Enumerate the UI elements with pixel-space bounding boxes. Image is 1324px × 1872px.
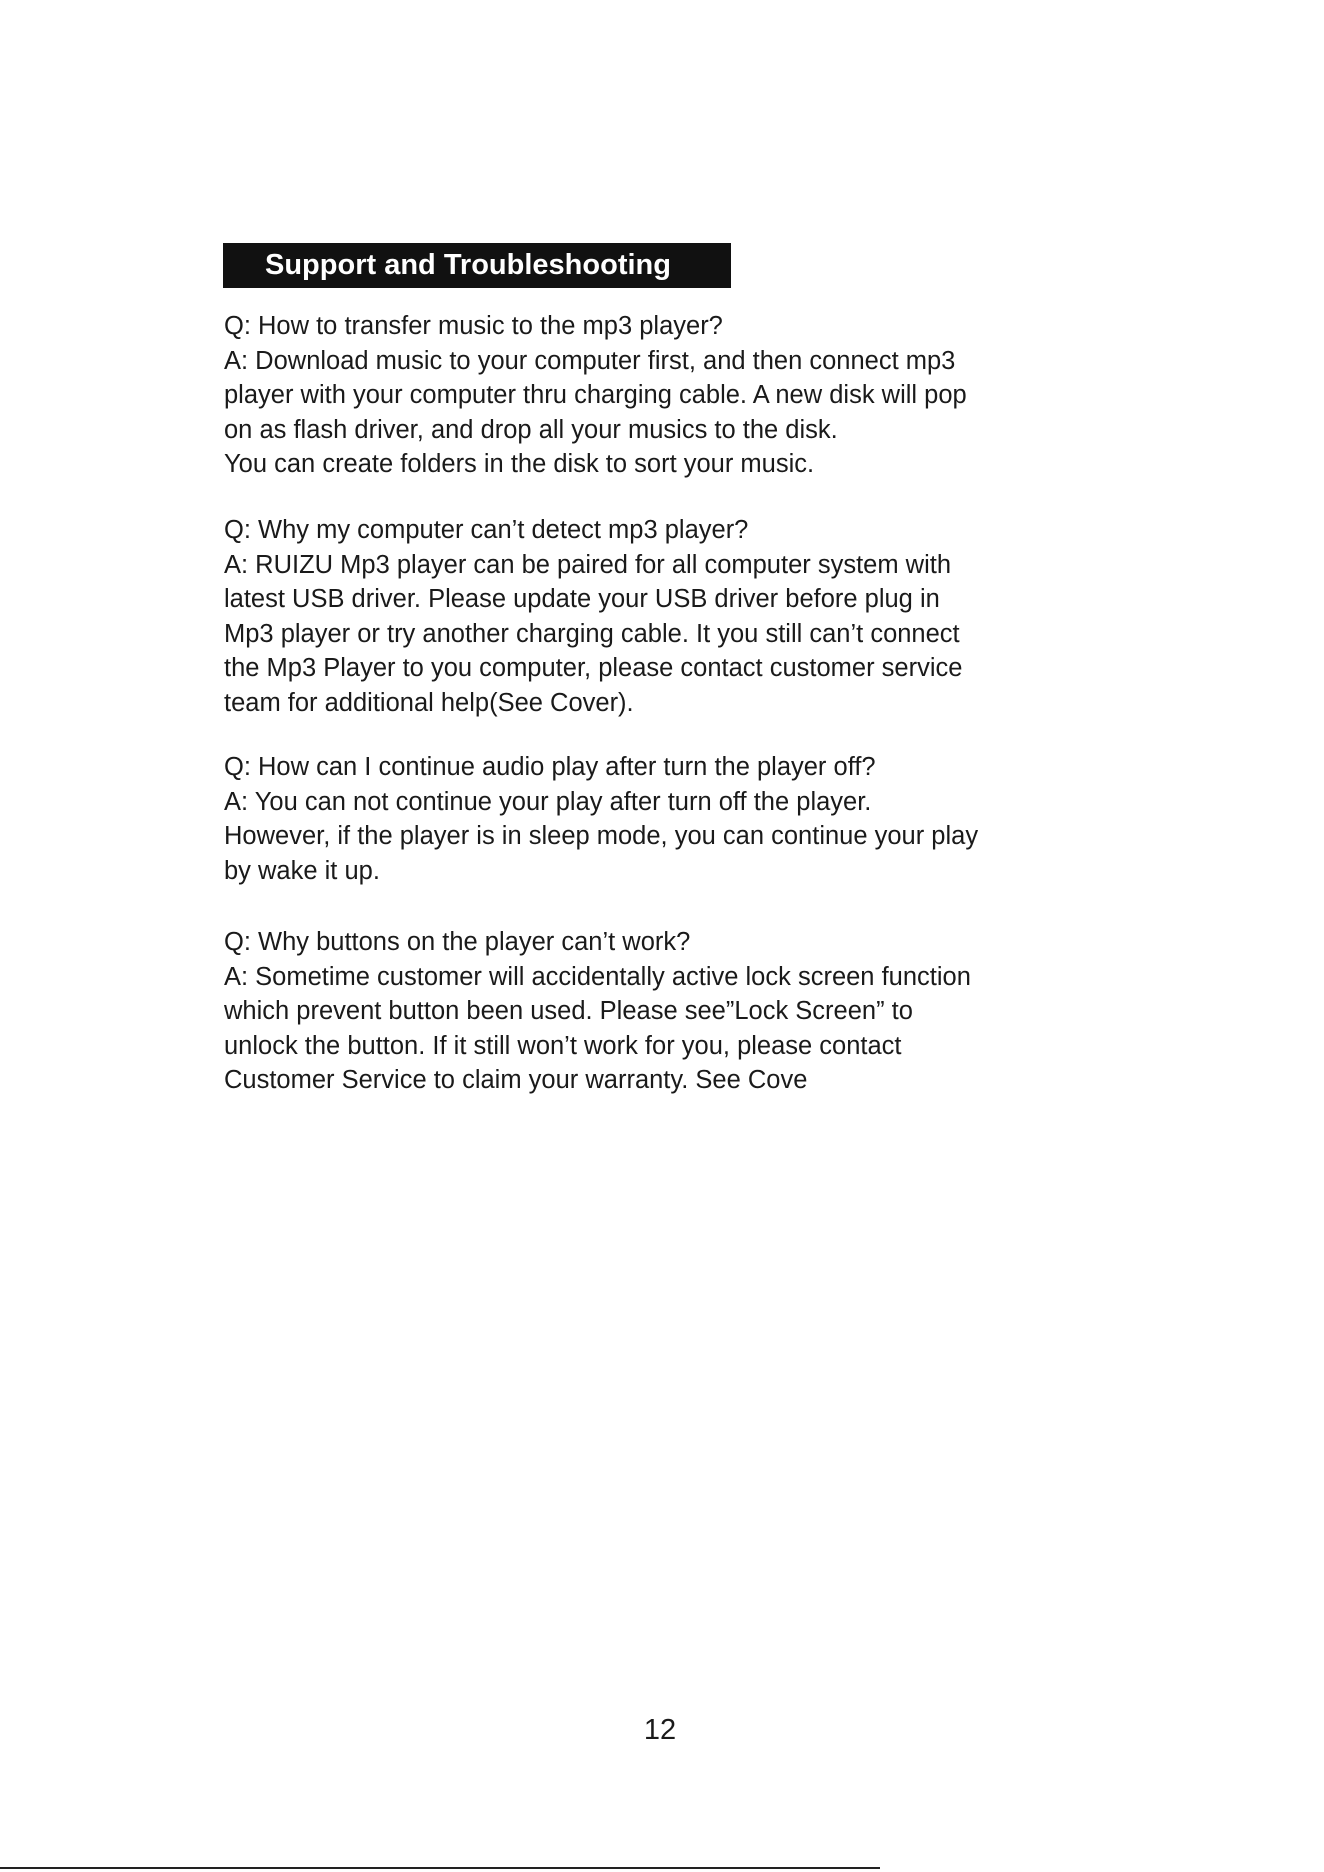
faq-question: Q: Why buttons on the player can’t work? xyxy=(224,928,691,956)
faq-answer-line: the Mp3 Player to you computer, please contact customer service xyxy=(224,654,963,682)
faq-item-computer-detect xyxy=(224,513,1124,720)
faq-answer-line: A: RUIZU Mp3 player can be paired for all computer system with xyxy=(224,550,952,579)
faq-answer-line: A: Download music to your computer first, and then connect mp3 xyxy=(224,346,956,375)
faq-item-continue-play xyxy=(224,750,1124,888)
faq-answer-line: team for additional help(See Cover). xyxy=(224,688,634,717)
faq-answer-line: However, if the player is in sleep mode, you can continue your play xyxy=(224,822,979,850)
faq-item-buttons-not-working xyxy=(224,925,1124,1098)
faq-answer-line: unlock the button. If it still won’t work for you, please contact xyxy=(224,1031,902,1060)
faq-answer-line: Customer Service to claim your warranty. See Cove xyxy=(224,1066,808,1094)
faq-answer-line: on as flash driver, and drop all your musics to the disk. xyxy=(224,415,838,444)
faq-answer-line: by wake it up. xyxy=(224,856,380,885)
faq-answer-line: You can create folders in the disk to sort your music. xyxy=(224,450,815,478)
faq-question: Q: How to transfer music to the mp3 player? xyxy=(224,312,723,340)
faq-answer-line: which prevent button been used. Please see”Lock Screen” to xyxy=(224,997,913,1025)
faq-answer-line: Mp3 player or try another charging cable. It you still can’t connect xyxy=(224,619,960,648)
faq-question: Q: Why my computer can’t detect mp3 player? xyxy=(224,516,749,544)
section-title: Support and Troubleshooting xyxy=(223,243,731,288)
page-number: 12 xyxy=(643,1714,677,1746)
faq-item-transfer-music xyxy=(224,309,1124,482)
faq-answer-line: latest USB driver. Please update your USB driver before plug in xyxy=(224,585,940,613)
faq-answer-line: A: You can not continue your play after turn off the player. xyxy=(224,787,872,816)
bottom-divider xyxy=(0,1867,880,1869)
faq-answer-line: A: Sometime customer will accidentally active lock screen function xyxy=(224,962,971,991)
faq-answer-line: player with your computer thru charging cable. A new disk will pop xyxy=(224,381,967,409)
faq-question: Q: How can I continue audio play after turn the player off? xyxy=(224,753,876,781)
